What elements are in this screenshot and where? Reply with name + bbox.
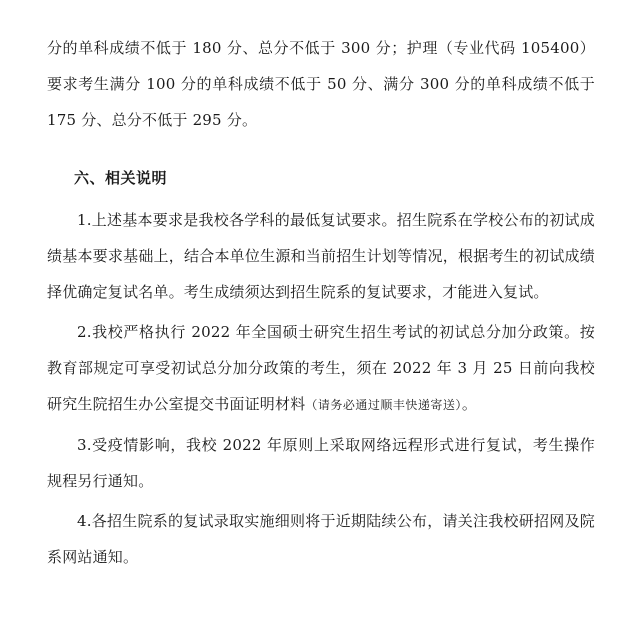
note-item-2-remark: （请务必通过顺丰快递寄送） xyxy=(305,398,462,412)
note-item-2 xyxy=(47,314,595,423)
document-body xyxy=(47,30,595,575)
note-item-2-tail: 。 xyxy=(461,395,478,413)
note-item-2-text: 2.我校严格执行 2022 年全国硕士研究生招生考试的初试总分加分政策。按教育部规定可享受初试总分加分政策的考生，须在 2022 年 3 月 25 日前向我校研究生院招生办公室提交书面证明材料 xyxy=(47,323,595,413)
note-item-4: 4.各招生院系的复试录取实施细则将于近期陆续公布，请关注我校研招网及院系网站通知。 xyxy=(47,512,595,566)
note-item-1: 1.上述基本要求是我校各学科的最低复试要求。招生院系在学校公布的初试成绩基本要求基础上，结合本单位生源和当前招生计划等情况，根据考生的初试成绩择优确定复试名单。考生成绩须达到招生院系的复试要求，才能进入复试。 xyxy=(47,211,595,301)
note-item-3: 3.受疫情影响，我校 2022 年原则上采取网络远程形式进行复试，考生操作规程另行通知。 xyxy=(47,436,595,490)
section-heading: 六、相关说明 xyxy=(74,169,168,187)
intro-paragraph: 分的单科成绩不低于 180 分、总分不低于 300 分；护理（专业代码 105400）要求考生满分 100 分的单科成绩不低于 50 分、满分 300 分的单科成绩不低于 175 分、总分不低于 295 分。 xyxy=(47,39,595,129)
